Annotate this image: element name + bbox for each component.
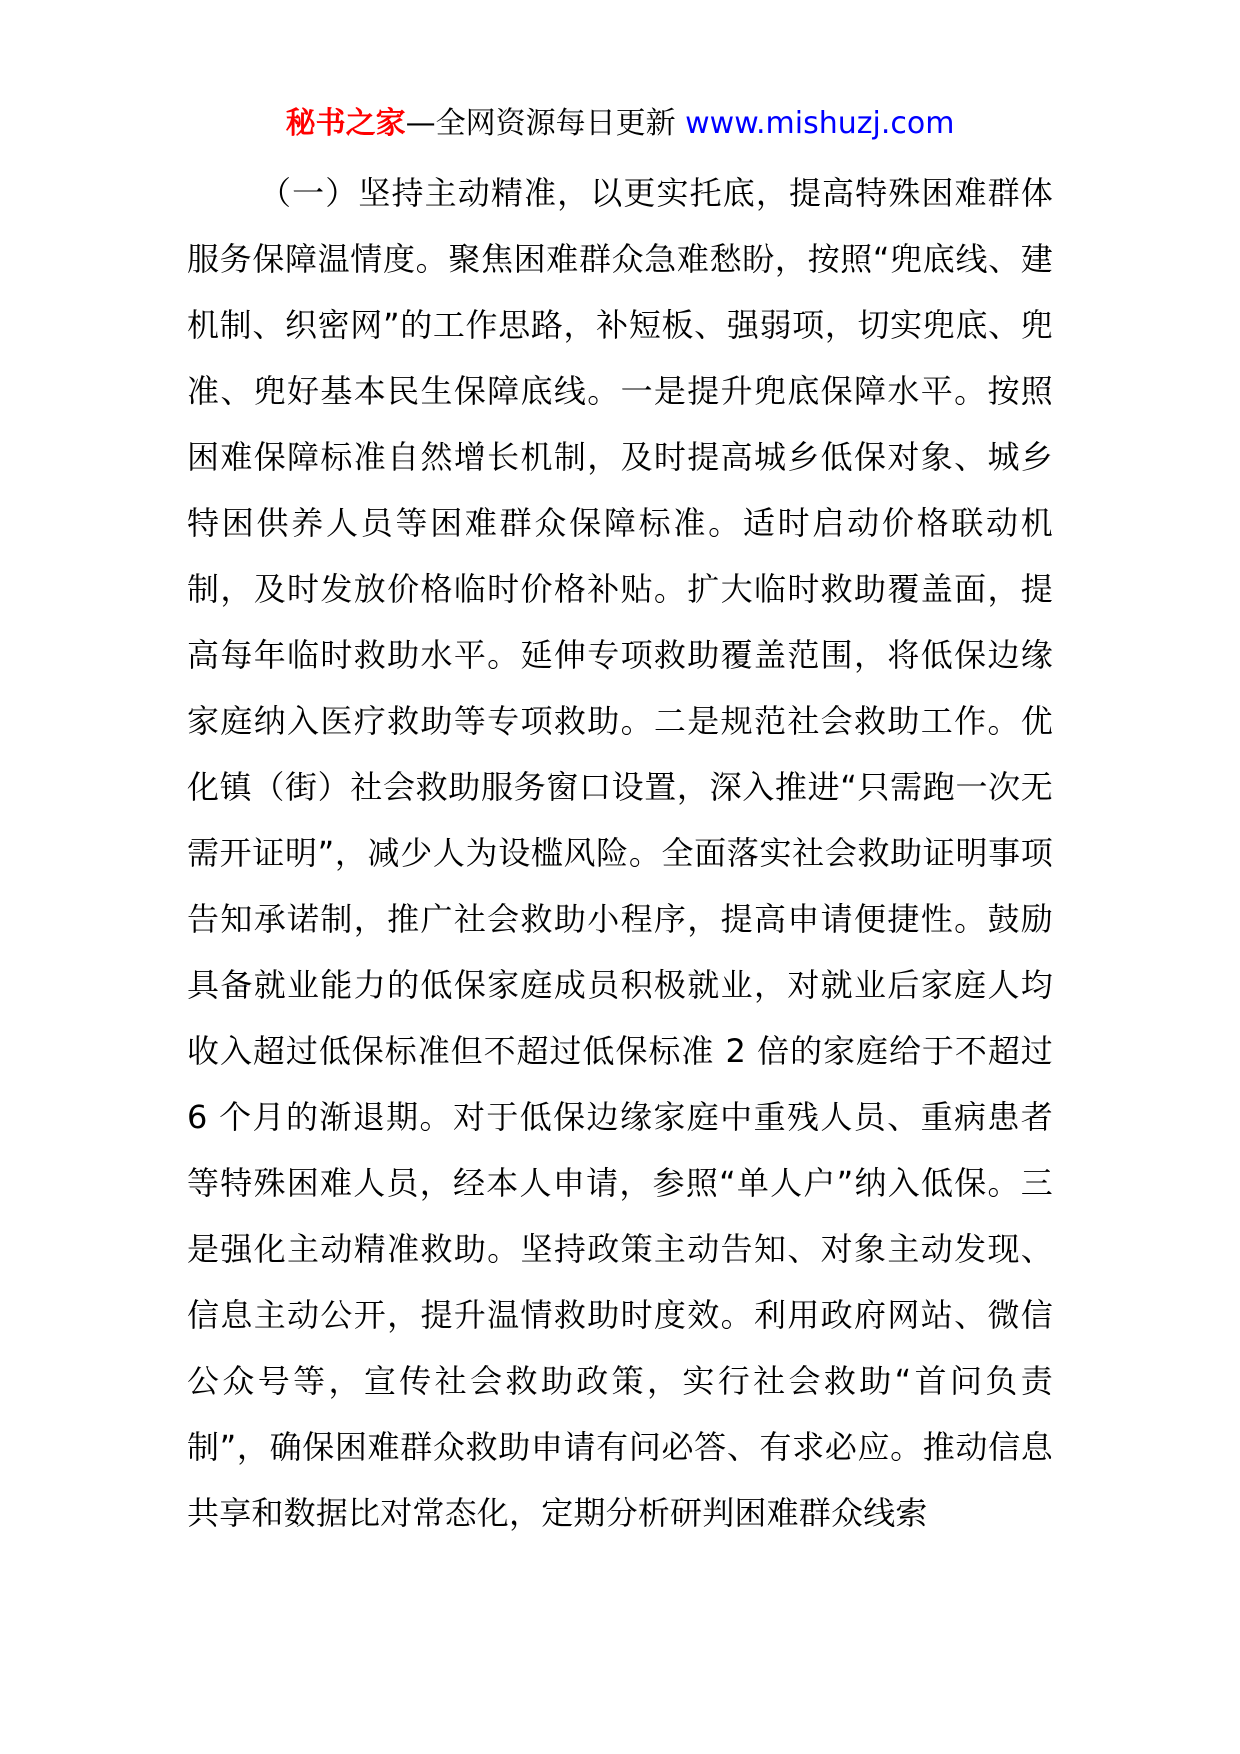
website-link[interactable]: www.mishuzj.com [685, 106, 955, 141]
body-paragraph: （一）坚持主动精准，以更实托底，提高特殊困难群体服务保障温情度。聚焦困难群众急难愁盼，按照“兜底线、建机制、织密网”的工作思路，补短板、强弱项，切实兜底、兜准、兜好基本民生保障底线。一是提升兜底保障水平。按照困难保障标准自然增长机制，及时提高城乡低保对象、城乡特困供养人员等困难群众保障标准。适时启动价格联动机制，及时发放价格临时价格补贴。扩大临时救助覆盖面，提高每年临时救助水平。延伸专项救助覆盖范围，将低保边缘家庭纳入医疗救助等专项救助。二是规范社会救助工作。优化镇（街）社会救助服务窗口设置，深入推进“只需跑一次无需开证明”，减少人为设槛风险。全面落实社会救助证明事项告知承诺制，推广社会救助小程序，提高申请便捷性。鼓励具备就业能力的低保家庭成员积极就业，对就业后家庭人均收入超过低保标准但不超过低保标准 2 倍的家庭给于不超过 6 个月的渐退期。对于低保边缘家庭中重残人员、重病患者等特殊困难人员，经本人申请，参照“单人户”纳入低保。三是强化主动精准救助。坚持政策主动告知、对象主动发现、信息主动公开，提升温情救助时度效。利用政府网站、微信公众号等，宣传社会救助政策，实行社会救助“首问负责制”，确保困难群众救助申请有问必答、有求必应。推动信息共享和数据比对常态化，定期分析研判困难群众线索 [187, 174, 1053, 1532]
header-tagline: —全网资源每日更新 [405, 106, 686, 141]
brand-name: 秘书之家 [285, 106, 406, 141]
page-header [0, 100, 1240, 148]
